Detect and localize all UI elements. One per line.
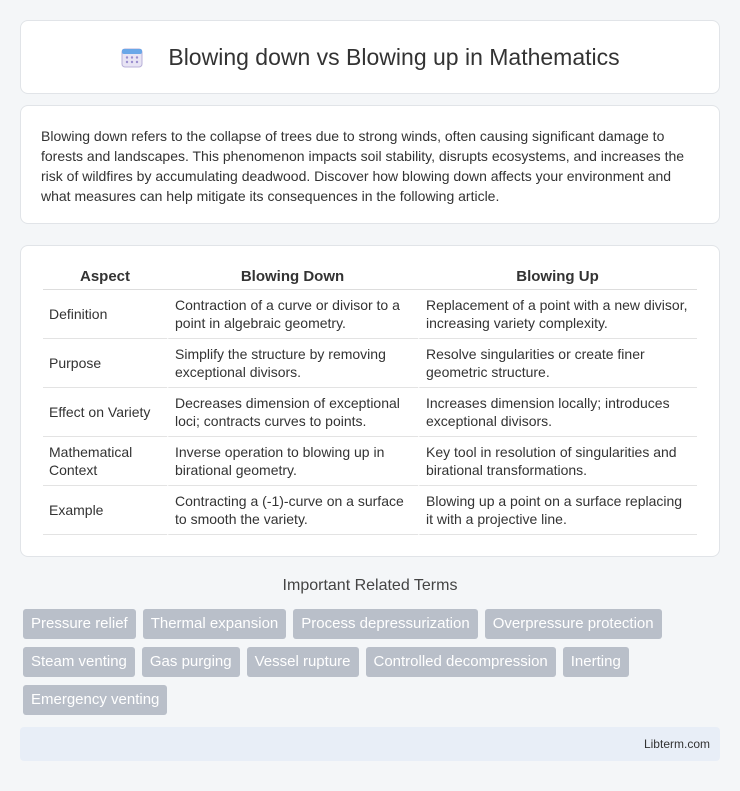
column-header-blowing-up: Blowing Up: [418, 264, 697, 290]
table-row: [43, 486, 697, 535]
table-cell-blowing-up: Blowing up a point on a surface replacing it with a projective line.: [418, 486, 697, 535]
tag-emergency-venting[interactable]: Emergency venting: [23, 685, 167, 715]
table-header-row: [43, 264, 697, 290]
footer-site-link[interactable]: Libterm.com: [643, 737, 710, 751]
related-terms-tags: [23, 609, 723, 715]
table-cell-blowing-down: Decreases dimension of exceptional loci; contracts curves to points.: [167, 388, 418, 437]
tag-overpressure-protection[interactable]: Overpressure protection: [485, 609, 662, 639]
tag-pressure-relief[interactable]: Pressure relief: [23, 609, 136, 639]
table-cell-aspect: Effect on Variety: [43, 388, 167, 437]
column-header-aspect: Aspect: [43, 264, 167, 290]
table-row: [43, 388, 697, 437]
tag-process-depressurization[interactable]: Process depressurization: [293, 609, 477, 639]
table-row: [43, 437, 697, 486]
table-row: [43, 290, 697, 339]
table-cell-blowing-up: Increases dimension locally; introduces exceptional divisors.: [418, 388, 697, 437]
table-cell-blowing-up: Key tool in resolution of singularities and birational transformations.: [418, 437, 697, 486]
tag-thermal-expansion[interactable]: Thermal expansion: [143, 609, 287, 639]
table-row: [43, 339, 697, 388]
table-cell-aspect: Example: [43, 486, 167, 535]
table-cell-blowing-down: Contraction of a curve or divisor to a point in algebraic geometry.: [167, 290, 418, 339]
tag-gas-purging[interactable]: Gas purging: [142, 647, 240, 677]
tag-vessel-rupture[interactable]: Vessel rupture: [247, 647, 359, 677]
comparison-table-card: [20, 245, 720, 557]
table-cell-blowing-up: Resolve singularities or create finer geometric structure.: [418, 339, 697, 388]
footer: [20, 727, 720, 761]
table-cell-blowing-down: Simplify the structure by removing exceptional divisors.: [167, 339, 418, 388]
tag-controlled-decompression[interactable]: Controlled decompression: [366, 647, 556, 677]
calendar-icon: [120, 45, 144, 69]
intro-text: Blowing down refers to the collapse of trees due to strong winds, often causing significant damage to forests and landscapes. This phenomenon impacts soil stability, disrupts ecosystems, and increases the risk of wildfires by accumulating deadwood. Discover how blowing down affects your environment and what measures can help mitigate its consequences in the following article.: [41, 128, 685, 204]
tag-steam-venting[interactable]: Steam venting: [23, 647, 135, 677]
page-title: Blowing down vs Blowing up in Mathematics: [168, 43, 620, 70]
table-cell-aspect: Purpose: [43, 339, 167, 388]
table-cell-blowing-down: Inverse operation to blowing up in birational geometry.: [167, 437, 418, 486]
tag-inerting[interactable]: Inerting: [563, 647, 629, 677]
table-cell-aspect: Definition: [43, 290, 167, 339]
header-card: [20, 20, 720, 94]
column-header-blowing-down: Blowing Down: [167, 264, 418, 290]
table-cell-aspect: Mathematical Context: [43, 437, 167, 486]
related-terms-title: Important Related Terms: [282, 577, 458, 594]
comparison-table: [43, 264, 697, 535]
table-cell-blowing-up: Replacement of a point with a new divisor, increasing variety complexity.: [418, 290, 697, 339]
table-cell-blowing-down: Contracting a (-1)-curve on a surface to smooth the variety.: [167, 486, 418, 535]
intro-card: [20, 105, 720, 224]
